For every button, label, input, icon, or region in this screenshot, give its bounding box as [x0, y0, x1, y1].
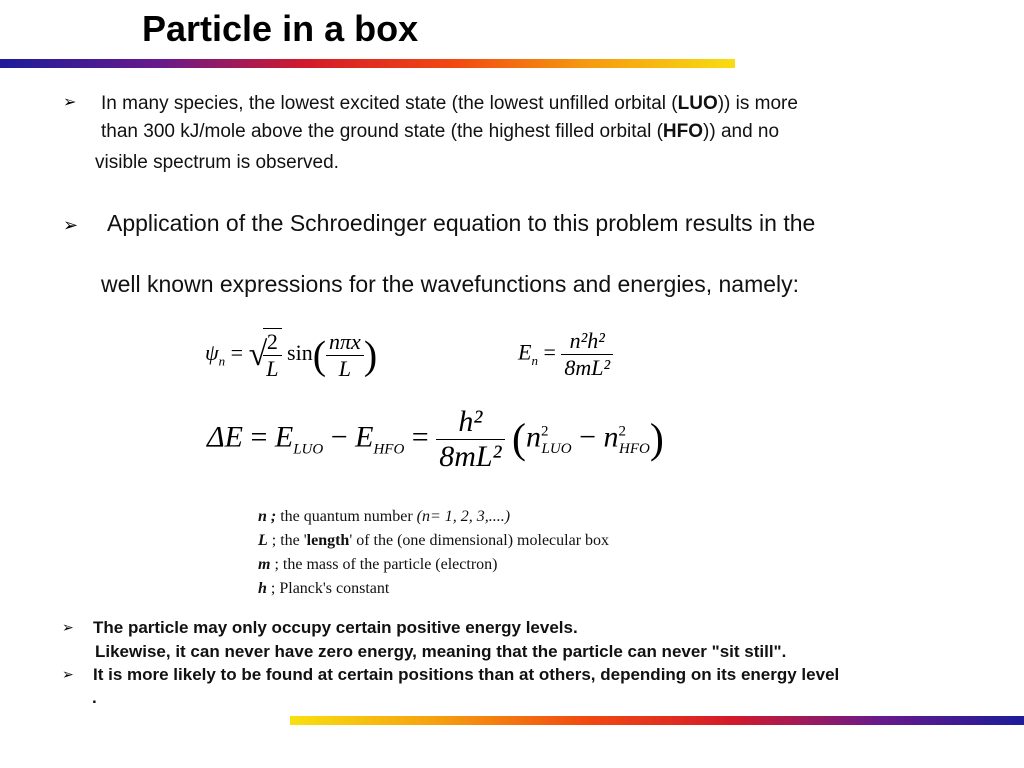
- paragraph-excited-state: [101, 90, 971, 146]
- fraction-npix-over-L: [326, 329, 364, 382]
- energy-subscript: n: [531, 352, 538, 368]
- para2-line2: well known expressions for the wavefunctions and energies, namely:: [101, 271, 800, 297]
- denominator-L: L: [338, 355, 352, 381]
- legend-n-text: the quantum number: [276, 508, 417, 525]
- legend-L-text-post: ' of the (one dimensional) molecular box: [349, 532, 610, 549]
- left-paren: (: [512, 416, 527, 463]
- e-hfo-subscript: HFO: [373, 441, 405, 458]
- legend-row-L: [258, 529, 609, 553]
- numerator-npix: nπx: [329, 328, 361, 354]
- note2-line1: It is more likely to be found at certain positions than at others, depending on its energy level: [93, 665, 840, 684]
- denominator-8mL2: 8mL²: [564, 355, 611, 380]
- e-hfo-symbol: E: [355, 420, 374, 454]
- left-paren: (: [312, 332, 327, 378]
- legend-L-word: length: [306, 532, 350, 549]
- legend-h-text: ; Planck's constant: [266, 580, 390, 597]
- para1-line2-pre: than 300 kJ/mole above the ground state (the highest filled orbital (: [101, 121, 663, 142]
- legend-h-symbol: h: [258, 580, 267, 597]
- e-luo-subscript: LUO: [293, 441, 324, 458]
- para1-line1-post: )) is more: [717, 93, 798, 114]
- sin-function: sin: [287, 340, 313, 366]
- bullet-arrow-icon: ➢: [62, 667, 74, 683]
- note1-line1: The particle may only occupy certain positive energy levels.: [93, 618, 578, 637]
- para1-line1-pre: In many species, the lowest excited state (the lowest unfilled orbital (: [101, 93, 678, 114]
- n-luo-symbol: n: [526, 420, 542, 454]
- minus-sign: −: [330, 420, 348, 454]
- energy-symbol: E: [518, 339, 532, 365]
- right-paren: ): [649, 416, 664, 463]
- denominator-L: L: [266, 356, 279, 381]
- legend-L-text-pre: ; the ': [267, 532, 307, 549]
- legend-m-symbol: m: [258, 556, 271, 573]
- minus-sign: −: [579, 420, 596, 454]
- legend-n-range: (n= 1, 2, 3,....): [416, 508, 511, 525]
- legend-m-text: ; the mass of the particle (electron): [270, 556, 498, 573]
- e-luo-symbol: E: [274, 420, 294, 454]
- title-underline-gradient-bar: [0, 59, 735, 68]
- note2-line2: .: [92, 688, 97, 707]
- note1-line2: Likewise, it can never have zero energy, meaning that the particle can never "sit still".: [95, 642, 787, 661]
- page-title: Particle in a box: [142, 8, 419, 49]
- n-hfo-symbol: n: [603, 420, 619, 454]
- luo-term: LUO: [677, 93, 718, 114]
- energy-equation: [518, 328, 613, 381]
- psi-subscript: n: [218, 353, 226, 369]
- fraction-h2-over-8mL2: [436, 405, 504, 474]
- delta-e-symbol: ΔE: [207, 420, 243, 454]
- bullet-arrow-icon: ➢: [63, 92, 77, 111]
- numerator-n2h2: n²h²: [569, 328, 605, 353]
- numerator-h2: h²: [458, 405, 483, 438]
- legend-n-symbol: n ;: [258, 508, 277, 525]
- equals-sign: =: [411, 420, 429, 454]
- legend-row-n: [258, 505, 609, 529]
- para1-line2-post: )) and no: [703, 121, 780, 142]
- n-luo-subscript: LUO: [541, 441, 572, 458]
- numerator-2: 2: [263, 329, 281, 356]
- footer-gradient-bar: [290, 716, 1024, 725]
- equals-sign: =: [230, 340, 244, 366]
- n-hfo-subscript: HFO: [618, 441, 650, 458]
- denominator-8mL2: 8mL²: [439, 440, 502, 473]
- psi-symbol: ψ: [205, 340, 219, 366]
- fraction-2-over-L: [263, 328, 281, 382]
- equals-sign: =: [543, 339, 556, 365]
- symbol-legend: [258, 505, 609, 601]
- hfo-term: HFO: [662, 121, 704, 142]
- bullet-arrow-icon: ➢: [62, 620, 74, 636]
- wavefunction-equation: [205, 328, 377, 382]
- equals-sign: =: [250, 420, 268, 454]
- legend-L-symbol: L: [258, 532, 268, 549]
- para1-line3: visible spectrum is observed.: [95, 152, 339, 173]
- fraction-n2h2-over-8mL2: [561, 328, 613, 381]
- legend-row-m: [258, 553, 609, 577]
- legend-row-h: [258, 577, 609, 601]
- right-paren: ): [363, 332, 378, 378]
- bullet-arrow-icon: ➢: [63, 215, 79, 236]
- sqrt-icon: √: [248, 336, 268, 373]
- para2-line1: Application of the Schroedinger equation to this problem results in the: [107, 210, 816, 236]
- delta-e-equation: $\Delta E = E_{LUO} - E_{HFO}$ = $\frac{\text{h²}}{\text{8mL²}}$ $(n^2_{LUO} - n^2_{HFO})$: [207, 405, 664, 473]
